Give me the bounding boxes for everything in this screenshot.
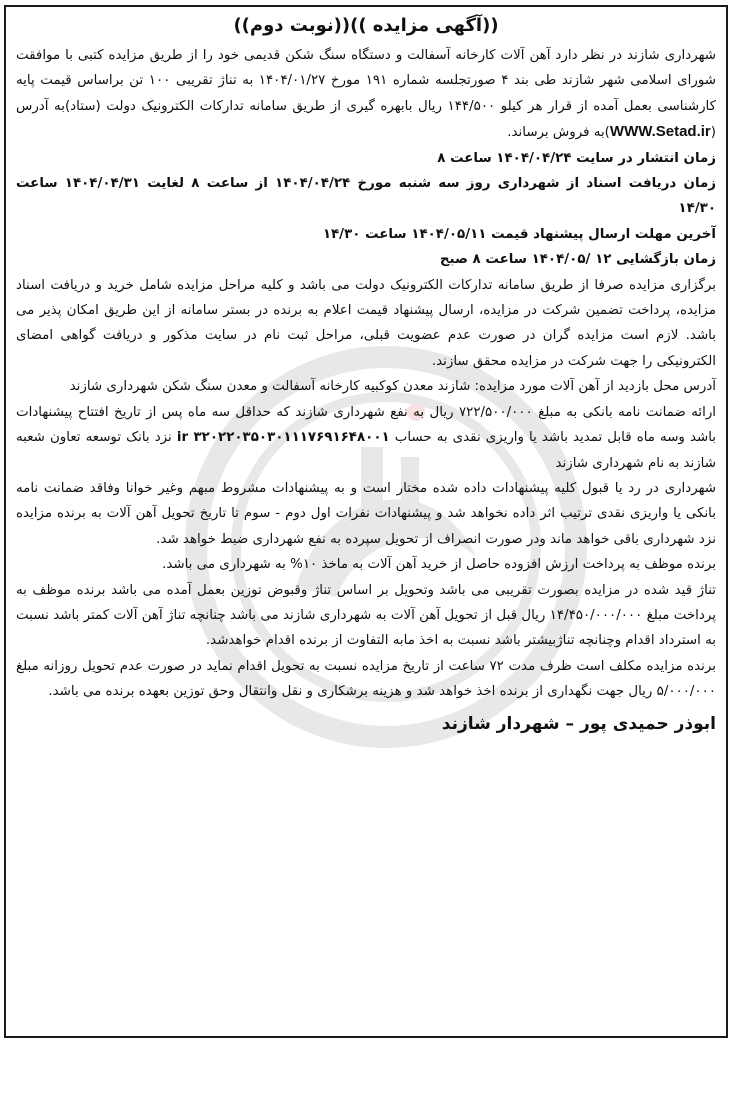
publish-time: زمان انتشار در سایت ۱۴۰۴/۰۴/۲۴ ساعت ۸ — [437, 150, 716, 166]
intro-paragraph — [16, 43, 716, 146]
visit-address-paragraph: آدرس محل بازدید از آهن آلات مورد مزایده: شازند معدن کوکبیه کارخانه آسفالت و معدن سنگ شکن شهرداری شازند — [69, 379, 716, 395]
notice-title: ((آگهی مزایده ))((نوبت دوم)) — [233, 15, 499, 36]
signature: ابوذر حمیدی پور – شهردار شازند — [441, 713, 716, 734]
website-address: WWW.Setad.ir — [609, 123, 711, 141]
delivery-paragraph: برنده مزایده مکلف است ظرف مدت ۷۲ ساعت از تاریخ مزایده نسبت به تحویل اقدام نماید در صورت عدم تحویل روزانه مبلغ ۵/۰۰۰/۰۰۰ ریال جهت نگهداری از برنده اخذ خواهد شد و هزینه برشکاری و نقل وانتقال وحق توزین بعهده برنده می باشد. — [16, 658, 716, 700]
intro-text-end: )به فروش برساند. — [507, 125, 610, 141]
submission-deadline: آخرین مهلت ارسال پیشنهاد قیمت ۱۴۰۴/۰۵/۱۱ ساعت ۱۴/۳۰ — [322, 226, 716, 242]
vat-paragraph: برنده موظف به پرداخت ارزش افزوده حاصل از خرید آهن آلات به ماخذ ۱۰% به شهرداری می باشد. — [162, 557, 716, 573]
guarantee-text: ارائه ضمانت نامه بانکی به مبلغ ۷۲۲/۵۰۰/۰۰۰ ریال به نفع شهرداری شازند که حداقل سه ماه پس از تاریخ افتتاح پیشنهادات باشد وسه ماه قابل تمدید باشد یا واریزی نقدی به حساب — [16, 404, 717, 446]
auction-notice — [4, 5, 728, 1038]
tonnage-paragraph: تناژ قید شده در مزایده بصورت تقریبی می باشد وتحویل بر اساس تناژ وقبوض توزین بعمل آمده می باشد برنده موظف به پرداخت مبلغ ۱۴/۴۵۰/۰۰۰/۰۰۰ ریال قبل از تحویل آهن آلات به شهرداری شازند می باشد چنانچه تناژ آهن آلات کمتر باشد نسبت به استرداد اقدام وچنانچه تناژبیشتر باشد نسبت به اخذ مابه التفاوت از برنده اقدام خواهدشد. — [16, 582, 716, 649]
opening-time: زمان بازگشایی ۱۲ /۱۴۰۴/۰۵ ساعت ۸ صبح — [439, 252, 716, 268]
documents-time: زمان دریافت اسناد از شهرداری روز سه شنبه مورخ ۱۴۰۴/۰۴/۲۴ از ساعت ۸ لغایت ۱۴۰۴/۰۴/۳۱ ساعت ۱۴/۳۰ — [16, 176, 717, 217]
procedure-paragraph: برگزاری مزایده صرفا از طریق سامانه تدارکات الکترونیک دولت می باشد و کلیه مراحل مزایده شامل خرید و دریافت اسناد مزایده، پرداخت تضمین شرکت در مزایده، ارسال پیشنهاد قیمت اعلام به برنده در بستر سامانه از این طریق امکان پذیر می باشد. لازم است مزایده گران در صورت عدم عضویت قبلی، مراحل ثبت نام در سایت مذکور و دریافت گواهی امضای الکترونیکی را جهت شرکت در مزایده محقق سازند. — [16, 277, 716, 369]
guarantee-account-number: ir ۳۲۰۲۲۰۳۵۰۳۰۱۱۱۷۶۹۱۶۴۸۰۰۱ — [176, 430, 390, 446]
guarantee-text-end: نزد بانک توسعه تعاون شعبه شازند به نام شهرداری شازند — [16, 430, 716, 471]
rights-paragraph: شهرداری در رد یا قبول کلیه پیشنهادات داده شده مختار است و به پیشنهادات مشروط مبهم وغیر خوانا وفاقد ضمانت نامه بانکی یا واریزی نقدی ترتیب اثر داده نخواهد شد و پیشنهادات نفرات اول دوم - سوم تا تاریخ تحویل آهن آلات به برنده مزایده نزد شهرداری باقی خواهد ماند ودر صورت انصراف از تحویل سپرده به نفع شهرداری ضبط خواهد شد. — [16, 480, 716, 547]
intro-text: شهرداری شازند در نظر دارد آهن آلات کارخانه آسفالت و دستگاه سنگ شکن قدیمی خود را از طریق مزایده کتبی با موافقت شورای اسلامی شهر شازند طی بند ۴ صورتجلسه شماره ۱۹۱ مورخ ۱۴۰۴/۰۱/۲۷ به تناژ تقریبی ۱۰۰ تن براساس قیمت پایه کارشناسی بعمل آمده از قرار هر کیلو ۱۴۴/۵۰۰ ریال بابهره گیری از طریق سامانه تدارکات الکترونیک دولت (ستاد)به آدرس ( — [16, 48, 716, 141]
notice-body — [6, 7, 726, 741]
guarantee-paragraph — [16, 400, 716, 476]
